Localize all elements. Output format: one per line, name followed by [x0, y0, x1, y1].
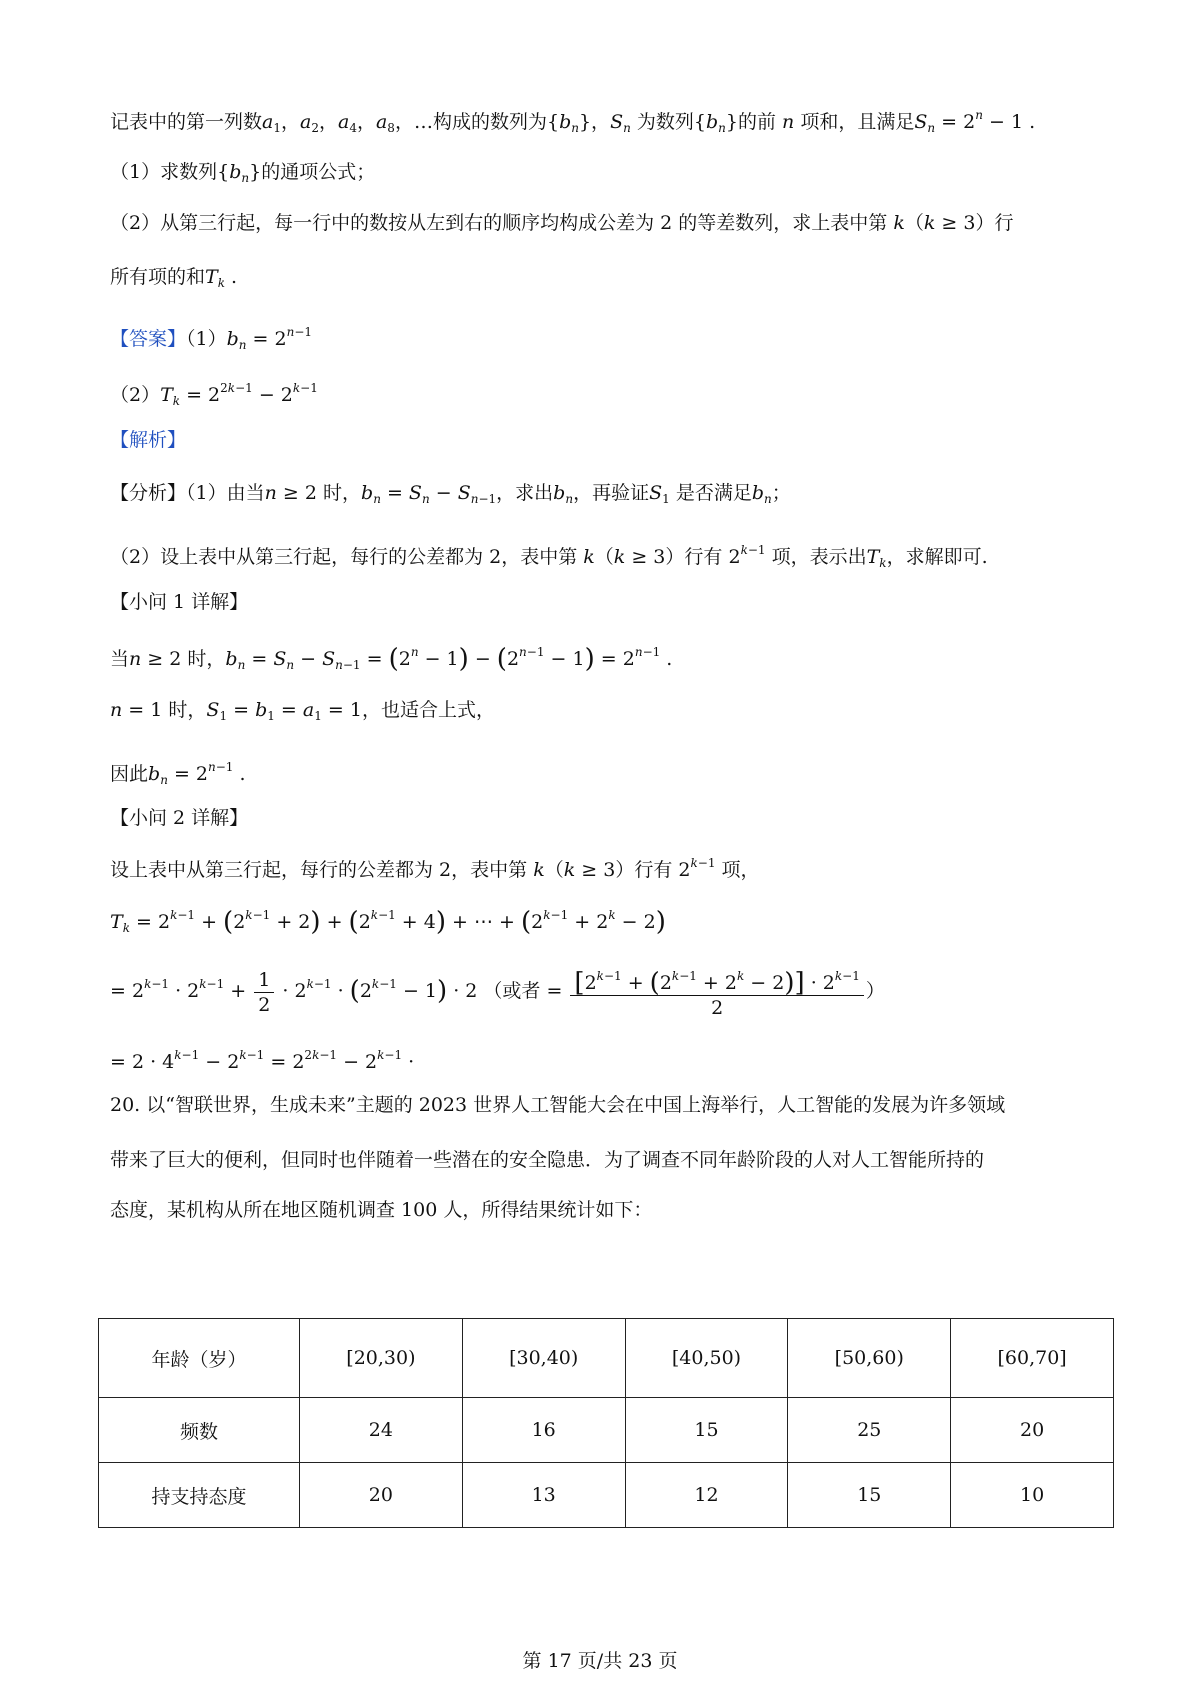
text: 因此 — [110, 763, 149, 785]
table-cell: 10 — [951, 1463, 1114, 1528]
text: 项， — [721, 859, 760, 881]
text: （1） — [186, 328, 227, 350]
table-cell: 20 — [951, 1398, 1114, 1463]
text: ，也适合上式， — [361, 699, 495, 721]
text: ，求解即可. — [886, 546, 988, 568]
problem19-q2: （2）从第三行起，每一行中的数按从左到右的顺序均构成公差为 2 的等差数列，求上表中第 k（k ≥ 3）行 — [110, 212, 1014, 234]
table-row — [99, 1398, 1114, 1463]
problem19-intro: 记表中的第一列数$a_1$，$a_2$，$a_4$，$a_8$，…构成的数列为$\{b_n\}$，$S_n$ 为数列$\{b_n\}$的前 n 项和，且满足$S_n = 2^n - 1$ . — [110, 108, 1036, 135]
text: 以“智联世界，生成未来”主题的 2023 世界人工智能大会在中国上海举行，人工智能的发展为许多领域 — [146, 1094, 1006, 1116]
table-cell: 20 — [300, 1463, 463, 1528]
answer-tag: 【答案】 — [110, 328, 187, 350]
problem-number: 20. — [110, 1094, 141, 1116]
text: ，求出 — [496, 482, 554, 504]
table-cell: 25 — [788, 1398, 951, 1463]
detail2-line-4: = $2 \cdot 4^{k-1} - 2^{k-1} = 2^{2k-1} - 2^{k-1}$ · — [110, 1048, 415, 1073]
table-cell: 15 — [788, 1463, 951, 1528]
table-cell: [60,70] — [951, 1319, 1114, 1398]
detail1-line-3: 因此$b_n = 2^{n-1}$ . — [110, 760, 246, 787]
text: （2）设上表中从第三行起，每行的公差都为 2，表中第 — [110, 546, 578, 568]
table-cell: 15 — [625, 1398, 788, 1463]
table-cell: [40,50) — [625, 1319, 788, 1398]
detail1-tag: 【小问 1 详解】 — [110, 591, 249, 613]
text: ） — [865, 980, 885, 1002]
text: 时， — [168, 699, 207, 721]
table-cell: 13 — [462, 1463, 625, 1528]
text: 所有项的和 — [110, 266, 206, 288]
table-row — [99, 1463, 1114, 1528]
detail2-line-1: 设上表中从第三行起，每行的公差都为 2，表中第 k（k ≥ 3）行有 $2^{k-1}$ 项， — [110, 856, 760, 881]
text: 行 — [994, 212, 1014, 234]
text: 当 — [110, 648, 130, 670]
problem20-line-3: 态度，某机构从所在地区随机调查 100 人，所得结果统计如下： — [110, 1199, 653, 1221]
detail1-line-1: 当n ≥ 2 时，$b_n = S_n - S_{n-1} = (2^n - 1) - (2^{n-1} - 1) = 2^{n-1}$ . — [110, 644, 673, 674]
table-header-label: 年龄（岁） — [99, 1319, 300, 1398]
age-attitude-table — [98, 1318, 1114, 1528]
text: （2）从第三行起，每一行中的数按从左到右的顺序均构成公差为 2 的等差数列，求上表中第 — [110, 212, 888, 234]
text: 的通项公式； — [261, 161, 376, 183]
text: 项，表示出 — [771, 546, 867, 568]
answer-line-1: 【答案】$(1)b_n = 2^{n-1}$ — [110, 325, 313, 352]
text: ，再验证 — [573, 482, 650, 504]
fenxi-line-2: （2）设上表中从第三行起，每行的公差都为 2，表中第 k（k ≥ 3）行有 $2^{k-1}$ 项，表示出$T_k$，求解即可. — [110, 543, 988, 570]
text: 是否满足 — [675, 482, 752, 504]
problem19-q2-cont: 所有项的和$T_k$ . — [110, 266, 238, 290]
text: 项和，且满足 — [800, 111, 915, 133]
text: 为数列 — [636, 111, 694, 133]
problem19-q1: （1）求数列$\{b_n\}$的通项公式； — [110, 161, 376, 185]
problem20-line-1 — [110, 1090, 1100, 1120]
text: （1）由当 — [186, 482, 265, 504]
text: 行有 — [634, 859, 673, 881]
problem20-line-2: 带来了巨大的便利，但同时也伴随着一些潜在的安全隐患．为了调查不同年龄阶段的人对人工智能所持的 — [110, 1149, 985, 1171]
detail1-line-2: n = 1 时，$S_1 = b_1 = a_1 = 1$，也适合上式， — [110, 699, 495, 723]
table-header-row — [99, 1319, 1114, 1398]
table-cell: [30,40) — [462, 1319, 625, 1398]
detail2-tag: 【小问 2 详解】 — [110, 807, 249, 829]
detail2-line-2: $T_k = 2^{k-1} + (2^{k-1} + 2) + (2^{k-1} + 4)$ + ⋯ + $(2^{k-1} + 2^k - 2)$ — [110, 907, 666, 937]
text: 时， — [187, 648, 226, 670]
text: 构成的数列为 — [432, 111, 547, 133]
table-row-label: 持支持态度 — [99, 1463, 300, 1528]
text: 设上表中从第三行起，每行的公差都为 2，表中第 — [110, 859, 528, 881]
answer-line-2: $(2)T_k = 2^{2k-1} - 2^{k-1}$ — [110, 381, 318, 408]
text: （或者 — [483, 980, 541, 1002]
text: 时， — [323, 482, 362, 504]
fenxi-tag: 【分析】 — [110, 482, 187, 504]
text: 记表中的第一列数 — [110, 111, 263, 133]
table-row-label: 频数 — [99, 1398, 300, 1463]
analysis-tag: 【解析】 — [110, 429, 187, 451]
table-cell: [20,30) — [300, 1319, 463, 1398]
page-footer: 第 17 页/共 23 页 — [522, 1650, 678, 1672]
text: （1）求数列 — [110, 161, 218, 183]
table-cell: [50,60) — [788, 1319, 951, 1398]
text: 的前 — [737, 111, 776, 133]
text: 行有 — [684, 546, 723, 568]
text: （2） — [110, 384, 161, 406]
table-cell: 24 — [300, 1398, 463, 1463]
table-cell: 16 — [462, 1398, 625, 1463]
detail2-line-3: = $2^{k-1} \cdot 2^{k-1}$ + $\frac{1}{2}$ · $2^{k-1} \cdot (2^{k-1} - 1) \cdot 2$ （或者 = $\frac{[2^{k-1} + (2^{k-1} + 2^k - 2)] \cdot 2^{k-1}}{2}$ ） — [110, 960, 1100, 1020]
table-cell: 12 — [625, 1463, 788, 1528]
fenxi-line-1: 【分析】（1）由当n ≥ 2 时，$b_n = S_n - S_{n-1}$，求出$b_n$，再验证$S_1$ 是否满足$b_n$； — [110, 482, 791, 506]
